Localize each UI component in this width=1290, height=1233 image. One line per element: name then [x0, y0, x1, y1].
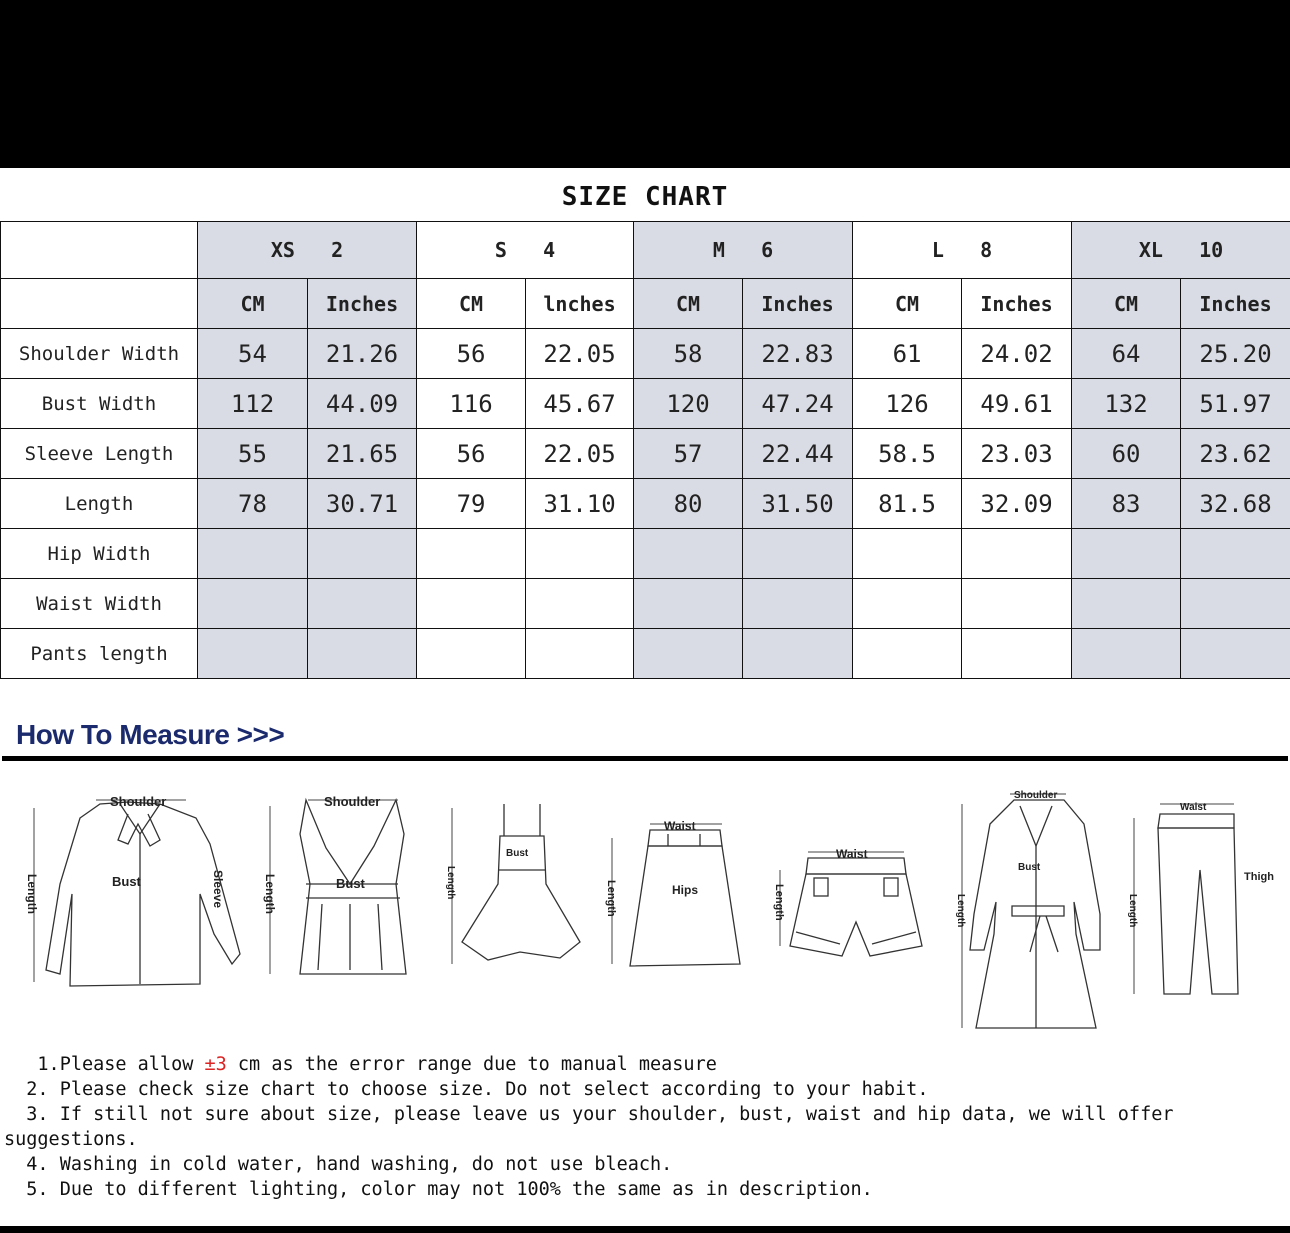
diagram-label: Length: [445, 866, 456, 900]
inches-value-cell: [962, 579, 1072, 629]
row-label: Hip Width: [1, 529, 198, 579]
unit-cm: CM: [853, 279, 962, 329]
cm-value-cell: 58: [634, 329, 743, 379]
diagram-label: Bust: [336, 876, 365, 891]
cm-value-cell: [1072, 529, 1181, 579]
diagram-label: Waist: [836, 847, 868, 861]
unit-inches: Inches: [308, 279, 417, 329]
diagram-label: Waist: [1180, 802, 1207, 813]
how-to-measure-heading: How To Measure >>>: [16, 719, 285, 750]
row-label: Pants length: [1, 629, 198, 679]
inches-value-cell: 44.09: [308, 379, 417, 429]
unit-cm: CM: [417, 279, 526, 329]
corner-cell: [1, 279, 198, 329]
cm-value-cell: [634, 629, 743, 679]
unit-inches: Inches: [743, 279, 853, 329]
row-label: Sleeve Length: [1, 429, 198, 479]
diagram-label: Sleeve: [211, 870, 225, 909]
note-1: 1.Please allow ±3 cm as the error range due to manual measure: [37, 1054, 717, 1075]
size-header-l: L 8: [853, 222, 1072, 279]
cm-value-cell: 55: [198, 429, 308, 479]
inches-value-cell: [526, 579, 634, 629]
inches-value-cell: [308, 629, 417, 679]
size-chart-sheet: [0, 168, 1290, 1226]
cm-value-cell: [417, 529, 526, 579]
inches-value-cell: 22.05: [526, 429, 634, 479]
unit-cm: CM: [1072, 279, 1181, 329]
cm-value-cell: 57: [634, 429, 743, 479]
cm-value-cell: 81.5: [853, 479, 962, 529]
care-notes: [4, 1052, 1284, 1202]
cm-value-cell: 112: [198, 379, 308, 429]
measurement-row: [1, 629, 1290, 679]
inches-value-cell: 31.50: [743, 479, 853, 529]
unit-inches: Inches: [962, 279, 1072, 329]
diagram-label: Shoulder: [1014, 790, 1058, 801]
inches-value-cell: [1181, 529, 1290, 579]
inches-value-cell: 21.26: [308, 329, 417, 379]
section-divider: [2, 756, 1288, 761]
diagram-label: Shoulder: [324, 794, 381, 809]
inches-value-cell: 51.97: [1181, 379, 1290, 429]
inches-value-cell: 32.09: [962, 479, 1072, 529]
measurement-illustrations: [0, 774, 1290, 1038]
cm-value-cell: 58.5: [853, 429, 962, 479]
measurement-row: [1, 379, 1290, 429]
note-2: 2. Please check size chart to choose size. Do not select according to your habit.: [4, 1079, 929, 1100]
cm-value-cell: [634, 579, 743, 629]
size-header-m: M 6: [634, 222, 853, 279]
size-header-xl: XL 10: [1072, 222, 1290, 279]
cm-value-cell: 116: [417, 379, 526, 429]
inches-value-cell: [1181, 629, 1290, 679]
cm-value-cell: 126: [853, 379, 962, 429]
cm-value-cell: [853, 629, 962, 679]
blouse-diagram: [46, 802, 240, 986]
inches-value-cell: 47.24: [743, 379, 853, 429]
diagram-label: Bust: [506, 848, 529, 859]
unit-header-row: [1, 279, 1290, 329]
cm-value-cell: 60: [1072, 429, 1181, 479]
inches-value-cell: [743, 579, 853, 629]
inches-value-cell: [308, 529, 417, 579]
cm-value-cell: [417, 629, 526, 679]
diagram-label: Length: [263, 874, 277, 914]
row-label: Waist Width: [1, 579, 198, 629]
note-4: 4. Washing in cold water, hand washing, do not use bleach.: [4, 1154, 673, 1175]
inches-value-cell: 25.20: [1181, 329, 1290, 379]
diagram-label: Length: [773, 884, 785, 921]
diagram-label: Bust: [1018, 862, 1041, 873]
measurement-row: [1, 579, 1290, 629]
unit-cm: CM: [634, 279, 743, 329]
cm-value-cell: [198, 529, 308, 579]
inches-value-cell: [743, 529, 853, 579]
inches-value-cell: 32.68: [1181, 479, 1290, 529]
cm-value-cell: 61: [853, 329, 962, 379]
size-header-s: S 4: [417, 222, 634, 279]
skirt-diagram: [630, 830, 740, 966]
inches-value-cell: 22.44: [743, 429, 853, 479]
chart-title: SIZE CHART: [561, 182, 729, 212]
inches-value-cell: 22.83: [743, 329, 853, 379]
diagram-label: Length: [605, 880, 617, 917]
diagram-label: Thigh: [1244, 871, 1274, 883]
diagram-label: Length: [25, 874, 39, 914]
inches-value-cell: 23.03: [962, 429, 1072, 479]
inches-value-cell: 21.65: [308, 429, 417, 479]
measurement-row: [1, 429, 1290, 479]
unit-cm: CM: [198, 279, 308, 329]
row-label: Bust Width: [1, 379, 198, 429]
measurement-row: [1, 329, 1290, 379]
measurement-row: [1, 479, 1290, 529]
inches-value-cell: 31.10: [526, 479, 634, 529]
diagram-label: Hips: [672, 883, 699, 897]
inches-value-cell: 22.05: [526, 329, 634, 379]
row-label: Shoulder Width: [1, 329, 198, 379]
cm-value-cell: [198, 579, 308, 629]
coat-diagram: [970, 800, 1100, 1028]
diagram-label: Length: [1127, 894, 1138, 928]
cm-value-cell: [1072, 629, 1181, 679]
cm-value-cell: 132: [1072, 379, 1181, 429]
cm-value-cell: [634, 529, 743, 579]
top-black-band: [0, 0, 1290, 168]
cm-value-cell: 54: [198, 329, 308, 379]
diagram-label: Shoulder: [110, 794, 167, 809]
shorts-diagram: [790, 858, 922, 956]
inches-value-cell: [743, 629, 853, 679]
inches-value-cell: 30.71: [308, 479, 417, 529]
cm-value-cell: 79: [417, 479, 526, 529]
inches-value-cell: 24.02: [962, 329, 1072, 379]
cm-value-cell: [1072, 579, 1181, 629]
cm-value-cell: [198, 629, 308, 679]
cm-value-cell: 56: [417, 329, 526, 379]
note-5: 5. Due to different lighting, color may not 100% the same as in description.: [4, 1179, 873, 1200]
inches-value-cell: [308, 579, 417, 629]
inches-value-cell: 49.61: [962, 379, 1072, 429]
corner-cell: [1, 222, 198, 279]
size-header-row: [1, 222, 1290, 279]
unit-inches: lnches: [526, 279, 634, 329]
cm-value-cell: [853, 529, 962, 579]
diagram-label: Bust: [112, 874, 141, 889]
diagram-label: Length: [955, 894, 966, 928]
cm-value-cell: 80: [634, 479, 743, 529]
cm-value-cell: [417, 579, 526, 629]
inches-value-cell: [526, 629, 634, 679]
dimension-lines: [34, 794, 1234, 1028]
inches-value-cell: [962, 529, 1072, 579]
unit-inches: Inches: [1181, 279, 1290, 329]
measurement-row: [1, 529, 1290, 579]
pants-diagram: [1158, 814, 1238, 994]
cm-value-cell: [853, 579, 962, 629]
inches-value-cell: 23.62: [1181, 429, 1290, 479]
row-label: Length: [1, 479, 198, 529]
cm-value-cell: 120: [634, 379, 743, 429]
inches-value-cell: [962, 629, 1072, 679]
inches-value-cell: [526, 529, 634, 579]
size-table: [0, 221, 1290, 679]
bottom-black-band: [0, 1226, 1290, 1233]
inches-value-cell: [1181, 579, 1290, 629]
size-header-xs: XS 2: [198, 222, 417, 279]
diagram-label: Waist: [664, 819, 696, 833]
cm-value-cell: 56: [417, 429, 526, 479]
cm-value-cell: 64: [1072, 329, 1181, 379]
dress-diagram: [462, 804, 580, 960]
cm-value-cell: 78: [198, 479, 308, 529]
inches-value-cell: 45.67: [526, 379, 634, 429]
note-3: 3. If still not sure about size, please leave us your shoulder, bust, waist and hip data, we will offer suggestions.: [4, 1104, 1185, 1150]
cm-value-cell: 83: [1072, 479, 1181, 529]
